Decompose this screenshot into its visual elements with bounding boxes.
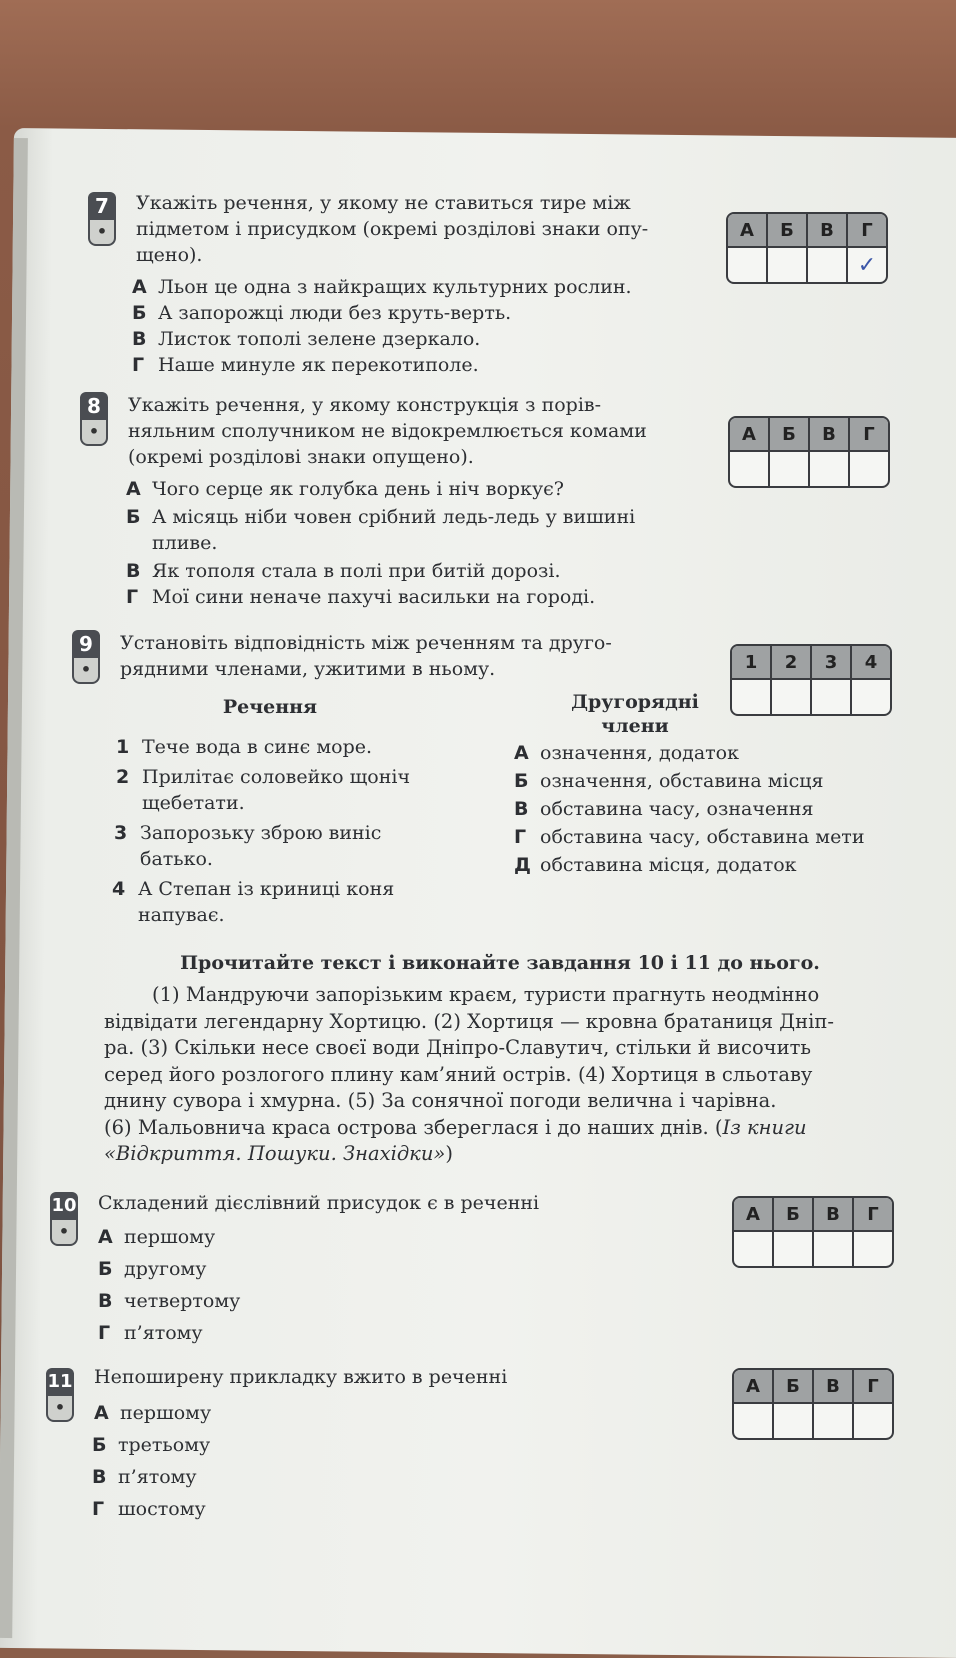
question-9-answer-grid[interactable]: 1 2 3 4 (730, 644, 892, 716)
question-10-stem: Складений дієслівний присудок є в реченні (98, 1192, 540, 1214)
member-c: В обставина часу, означення (514, 798, 814, 820)
answer-cell[interactable] (769, 451, 809, 486)
reading-text: (1) Мандруючи запорізьким краєм, туристи прагнуть неодмінно відвідати легендарну Хортицю. (2) Хортиця — кровна братаниця Дніп- ра. (3) Скільки несе своєї води Дніпро-Славутич, стільки й височить серед його розлогого плину кам’яний острів. (4) Хортиця в сльотаву днину сувора і хмурна. (5) За сонячної погоди велична і чарівна. (6) Мальовнича краса острова збереглася і до наших днів. (Із книги «Відкриття. Пошуки. Знахідки») (104, 983, 834, 1165)
sentences-column-header: Речення (222, 696, 318, 718)
answer-cell[interactable] (813, 1231, 853, 1266)
question-10-number: 10 • (50, 1192, 78, 1246)
question-8-option-c[interactable]: В Як тополя стала в полі при битій дорозі. (126, 560, 561, 582)
member-e: Д обставина місця, додаток (514, 854, 797, 876)
question-10-option-a[interactable]: А першому (98, 1226, 216, 1248)
sentence-4: 4 А Степан із криниці коня напуває. (112, 878, 395, 926)
answer-cell[interactable] (853, 1403, 892, 1438)
sentence-2: 2 Прилітає соловейко щоніч щебетати. (116, 766, 411, 814)
answer-cell[interactable] (807, 247, 847, 282)
question-7-option-d[interactable]: Г Наше минуле як перекотиполе. (132, 354, 479, 376)
answer-cell[interactable] (732, 679, 771, 714)
member-d: Г обставина часу, обставина мети (514, 826, 865, 848)
reading-instruction: Прочитайте текст і виконайте завдання 10 і 11 до нього. (180, 952, 820, 974)
question-11-answer-grid[interactable]: А Б В Г (732, 1368, 894, 1440)
answer-cell[interactable] (851, 679, 890, 714)
answer-cell[interactable] (773, 1403, 813, 1438)
question-7-stem: Укажіть речення, у якому не ставиться тире між підметом і присудком (окремі розділові знаки опу- щено). (136, 192, 649, 266)
member-b: Б означення, обставина місця (514, 770, 824, 792)
answer-cell[interactable] (734, 1231, 773, 1266)
answer-cell[interactable] (771, 679, 811, 714)
answer-cell-checked[interactable]: ✓ (857, 252, 877, 278)
answer-cell[interactable] (811, 679, 851, 714)
question-10-option-b[interactable]: Б другому (98, 1258, 207, 1280)
answer-cell[interactable] (849, 451, 888, 486)
question-7-answer-grid[interactable]: А Б В Г ✓ (726, 212, 888, 284)
question-7-option-b[interactable]: Б А запорожці люди без круть-верть. (132, 302, 512, 324)
question-10-option-c[interactable]: В четвертому (98, 1290, 241, 1312)
question-9-number: 9 • (72, 630, 100, 684)
question-11-option-a[interactable]: А першому (94, 1402, 212, 1424)
answer-cell[interactable] (813, 1403, 853, 1438)
members-column-header: Другорядні члени (571, 691, 699, 737)
question-8-option-a[interactable]: А Чого серце як голубка день і ніч воркує? (126, 478, 564, 500)
answer-cell[interactable] (773, 1231, 813, 1266)
answer-cell[interactable] (809, 451, 849, 486)
sentence-3: 3 Запорозьку зброю виніс батько. (114, 822, 382, 870)
question-11-option-b[interactable]: Б третьому (92, 1434, 211, 1456)
question-9-stem: Установіть відповідність між реченням та друго- рядними членами, ужитими в ньому. (120, 632, 612, 680)
question-11-option-d[interactable]: Г шостому (92, 1498, 206, 1520)
question-11-number: 11 • (46, 1368, 74, 1422)
answer-cell[interactable] (767, 247, 807, 282)
question-8-stem: Укажіть речення, у якому конструкція з порів- няльним сполучником не відокремлюється комами (окремі розділові знаки опущено). (128, 394, 647, 468)
answer-cell[interactable] (734, 1403, 773, 1438)
question-7-number: 7 • (88, 192, 116, 246)
sentence-1: 1 Тече вода в синє море. (116, 736, 373, 758)
member-a: А означення, додаток (514, 742, 739, 764)
answer-cell[interactable] (728, 247, 767, 282)
question-7-option-a[interactable]: А Льон це одна з найкращих культурних рослин. (132, 276, 632, 298)
question-8-option-b[interactable]: Б А місяць ніби човен срібний ледь-ледь у вишині пливе. (126, 506, 636, 554)
question-8-answer-grid[interactable]: А Б В Г (728, 416, 890, 488)
question-8-number: 8 • (80, 392, 108, 446)
question-8-option-d[interactable]: Г Мої сини неначе пахучі васильки на городі. (126, 586, 596, 608)
question-11-stem: Непоширену прикладку вжито в реченні (94, 1366, 508, 1388)
question-10-option-d[interactable]: Г п’ятому (98, 1322, 203, 1344)
question-11-option-c[interactable]: В п’ятому (92, 1466, 197, 1488)
answer-cell[interactable] (853, 1231, 892, 1266)
question-7-option-c[interactable]: В Листок тополі зелене дзеркало. (132, 328, 481, 350)
question-10-answer-grid[interactable]: А Б В Г (732, 1196, 894, 1268)
answer-cell[interactable] (730, 451, 769, 486)
